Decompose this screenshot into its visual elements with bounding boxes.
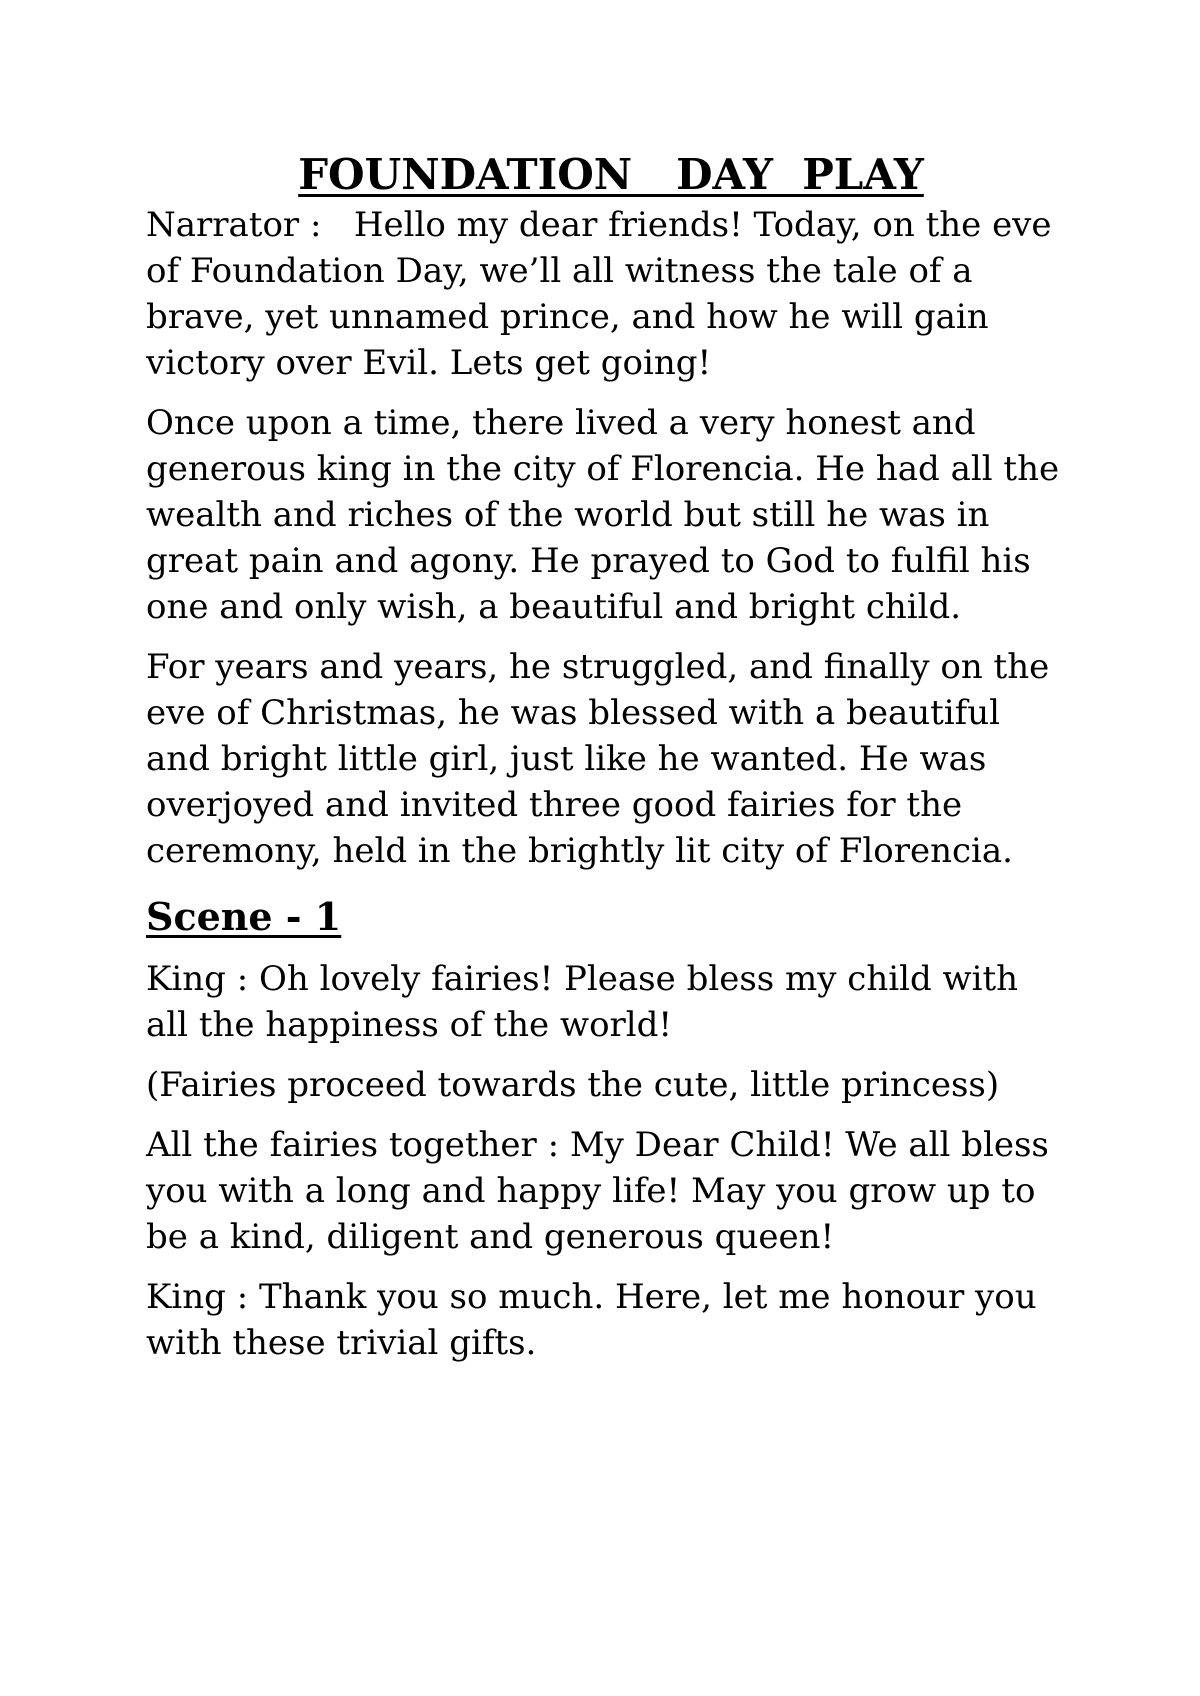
narrator-paragraph: Narrator : Hello my dear friends! Today, on the eve of Foundation Day, we’ll all witness the tale of a brave, yet unnamed prince, and how he will gain victory over Evil. Lets get going! bbox=[146, 205, 1063, 383]
scene-heading: Scene - 1 bbox=[146, 894, 342, 939]
story-paragraph-king: Once upon a time, there lived a very honest and generous king in the city of Florencia. He had all the wealth and riches of the world but still he was in great pain and agony. He prayed to God to fulfil his one and only wish, a beautiful and bright child. bbox=[146, 403, 1060, 627]
document-page bbox=[146, 148, 1066, 1380]
page-title: FOUNDATION DAY PLAY bbox=[298, 150, 924, 199]
stage-direction: (Fairies proceed towards the cute, little princess) bbox=[146, 1065, 1000, 1105]
story-paragraph-christmas: For years and years, he struggled, and finally on the eve of Christmas, he was blessed with a beautiful and bright little girl, just like he wanted. He was overjoyed and invited three good fairies for the ceremony, held in the brightly lit city of Florencia. bbox=[146, 647, 1050, 871]
dialogue-king-gifts: King : Thank you so much. Here, let me honour you with these trivial gifts. bbox=[146, 1277, 1037, 1363]
dialogue-fairies: All the fairies together : My Dear Child! We all bless you with a long and happy life! May you grow up to be a kind, diligent and generous queen! bbox=[146, 1125, 1049, 1257]
dialogue-king-blessing: King : Oh lovely fairies! Please bless my child with all the happiness of the world! bbox=[146, 959, 1019, 1045]
